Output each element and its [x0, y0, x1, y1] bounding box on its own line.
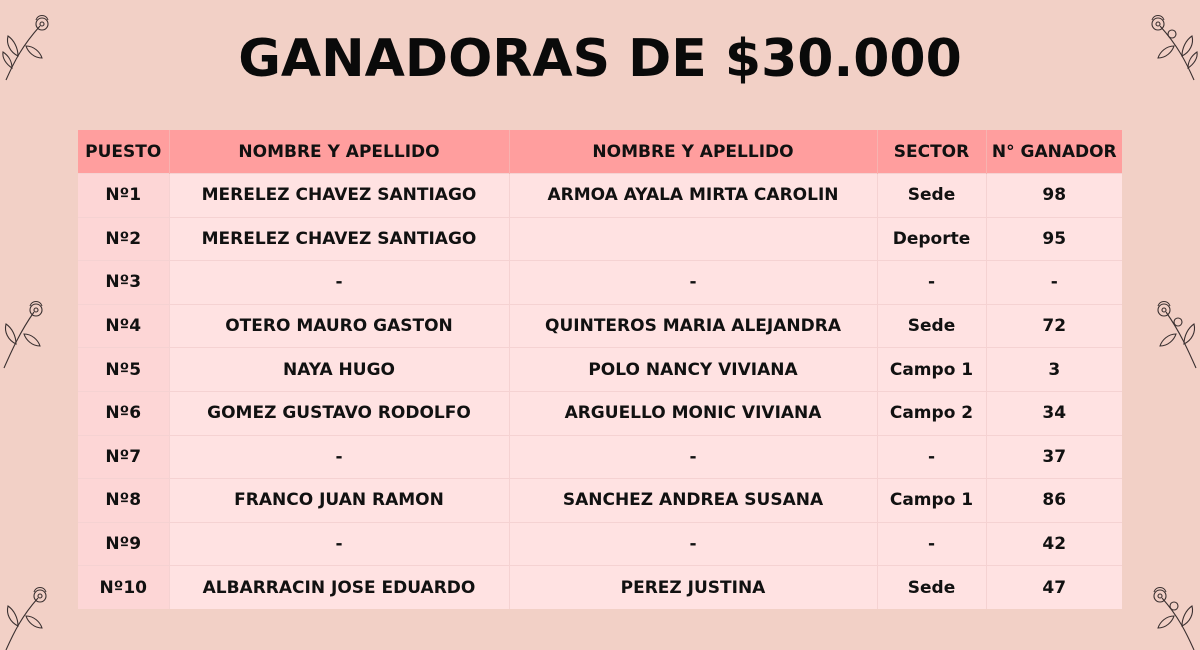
- cell-nombre-2: ARGUELLO MONIC VIVIANA: [509, 391, 877, 435]
- cell-puesto: Nº7: [78, 435, 169, 479]
- cell-numero-ganador: 34: [986, 391, 1122, 435]
- table-row: [78, 435, 1122, 479]
- flower-sprig-icon: [1142, 12, 1200, 82]
- cell-numero-ganador: 86: [986, 479, 1122, 523]
- cell-nombre-2: QUINTEROS MARIA ALEJANDRA: [509, 304, 877, 348]
- winners-table: [78, 130, 1122, 609]
- cell-numero-ganador: -: [986, 261, 1122, 305]
- cell-numero-ganador: 37: [986, 435, 1122, 479]
- table-row: [78, 566, 1122, 609]
- cell-nombre-2: SANCHEZ ANDREA SUSANA: [509, 479, 877, 523]
- cell-nombre-1: MERELEZ CHAVEZ SANTIAGO: [169, 174, 509, 218]
- flower-sprig-icon: [0, 584, 56, 650]
- cell-nombre-1: ALBARRACIN JOSE EDUARDO: [169, 566, 509, 609]
- header-sector: SECTOR: [877, 130, 986, 174]
- cell-nombre-2: ARMOA AYALA MIRTA CAROLIN: [509, 174, 877, 218]
- header-nombre-2: NOMBRE Y APELLIDO: [509, 130, 877, 174]
- cell-numero-ganador: 98: [986, 174, 1122, 218]
- cell-puesto: Nº9: [78, 522, 169, 566]
- table-row: [78, 348, 1122, 392]
- cell-nombre-1: -: [169, 261, 509, 305]
- table-row: [78, 522, 1122, 566]
- cell-sector: Deporte: [877, 217, 986, 261]
- cell-nombre-1: OTERO MAURO GASTON: [169, 304, 509, 348]
- flower-sprig-icon: [0, 12, 58, 82]
- table-row: [78, 391, 1122, 435]
- cell-numero-ganador: 47: [986, 566, 1122, 609]
- table-row: [78, 479, 1122, 523]
- cell-sector: -: [877, 261, 986, 305]
- cell-sector: Sede: [877, 566, 986, 609]
- cell-numero-ganador: 95: [986, 217, 1122, 261]
- table-row: [78, 217, 1122, 261]
- cell-puesto: Nº6: [78, 391, 169, 435]
- cell-numero-ganador: 72: [986, 304, 1122, 348]
- cell-puesto: Nº5: [78, 348, 169, 392]
- flower-sprig-icon: [1148, 298, 1200, 370]
- cell-nombre-2: POLO NANCY VIVIANA: [509, 348, 877, 392]
- cell-puesto: Nº4: [78, 304, 169, 348]
- cell-nombre-2: -: [509, 261, 877, 305]
- table-row: [78, 174, 1122, 218]
- cell-nombre-2: PEREZ JUSTINA: [509, 566, 877, 609]
- cell-sector: Campo 2: [877, 391, 986, 435]
- cell-nombre-1: FRANCO JUAN RAMON: [169, 479, 509, 523]
- header-puesto: PUESTO: [78, 130, 169, 174]
- cell-nombre-1: -: [169, 435, 509, 479]
- cell-sector: -: [877, 435, 986, 479]
- cell-puesto: Nº2: [78, 217, 169, 261]
- cell-sector: Campo 1: [877, 479, 986, 523]
- cell-nombre-1: NAYA HUGO: [169, 348, 509, 392]
- cell-nombre-1: -: [169, 522, 509, 566]
- table-row: [78, 304, 1122, 348]
- header-numero-ganador: N° GANADOR: [986, 130, 1122, 174]
- cell-sector: -: [877, 522, 986, 566]
- cell-sector: Campo 1: [877, 348, 986, 392]
- flower-sprig-icon: [1144, 584, 1200, 650]
- table-row: [78, 261, 1122, 305]
- table-header-row: [78, 130, 1122, 174]
- cell-puesto: Nº3: [78, 261, 169, 305]
- cell-sector: Sede: [877, 174, 986, 218]
- page-title: GANADORAS DE $30.000: [238, 29, 962, 89]
- cell-nombre-1: GOMEZ GUSTAVO RODOLFO: [169, 391, 509, 435]
- cell-puesto: Nº10: [78, 566, 169, 609]
- cell-numero-ganador: 42: [986, 522, 1122, 566]
- cell-nombre-2: [509, 217, 877, 261]
- cell-nombre-2: -: [509, 522, 877, 566]
- cell-puesto: Nº8: [78, 479, 169, 523]
- flower-sprig-icon: [0, 298, 50, 370]
- cell-numero-ganador: 3: [986, 348, 1122, 392]
- cell-puesto: Nº1: [78, 174, 169, 218]
- cell-nombre-2: -: [509, 435, 877, 479]
- header-nombre-1: NOMBRE Y APELLIDO: [169, 130, 509, 174]
- cell-sector: Sede: [877, 304, 986, 348]
- cell-nombre-1: MERELEZ CHAVEZ SANTIAGO: [169, 217, 509, 261]
